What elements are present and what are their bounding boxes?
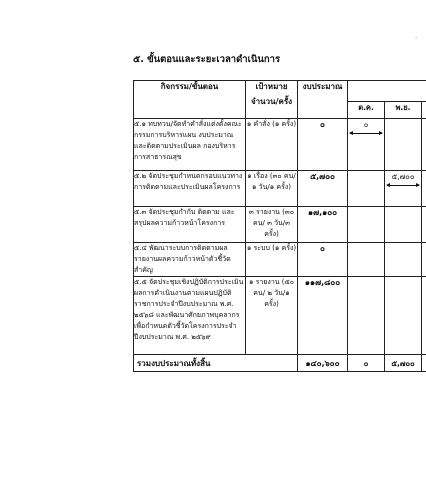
table-header-row — [134, 81, 426, 102]
header-month-next — [422, 102, 426, 119]
section-title: ๕. ขั้นตอนและระยะเวลาดำเนินการ — [133, 54, 281, 65]
row-nov-cell — [385, 277, 422, 355]
header-activity: กิจกรรม/ขั้นตอน — [134, 81, 246, 119]
row-activity: ๕.๓ จัดประชุมกำกับ ติดตาม และสรุปผลความก้าวหน้าโครงการ — [134, 207, 246, 243]
row-target: ๑ ระบบ (๑ ครั้ง) — [246, 243, 298, 277]
row-target: ๓ รายงาน (๓๐ คน/ ๓ วัน/๓ ครั้ง) — [246, 207, 298, 243]
row-activity: ๕.๔ พัฒนาระบบการติดตามผลรายงานผลความก้าวหน้าตัวชี้วัดสำคัญ — [134, 243, 246, 277]
row-target: ๑ รายงาน (๕๐ คน/ ๒ วัน/๑ ครั้ง) — [246, 277, 298, 355]
table-row — [134, 243, 426, 277]
row-budget: ๐ — [298, 243, 348, 277]
row-activity: ๕.๑ ทบทวน/จัดทำคำสั่งแต่งตั้งคณะกรรมการบริหารแผน งบประมาณและติดตามประเมินผล กองบริหารการสาธารณสุข — [134, 119, 246, 171]
row-nov-cell — [385, 171, 422, 207]
total-oct: ๐ — [348, 355, 385, 372]
row-next-cell — [422, 243, 426, 277]
row-activity: ๕.๕ จัดประชุมเชิงปฏิบัติการประเมินผลการดำเนินงานตามแผนปฏิบัติราชการประจำปีงบประมาณ พ.ศ. ๒๕๖๘ และพัฒนาศักยภาพบุคลากรเพื่อกำหนดตัวชี้วัดโครงการประจำปีงบประมาณ พ.ศ. ๒๕๖๙ — [134, 277, 246, 355]
row-budget: ๐ — [298, 119, 348, 171]
timeline-arrow-icon — [387, 185, 419, 186]
header-budget: งบประมาณ — [298, 81, 348, 119]
header-target-line1: เป้าหมาย — [255, 82, 288, 91]
timeline-arrow-icon — [350, 133, 382, 134]
row-budget: ๕,๗๐๐ — [298, 171, 348, 207]
row-oct-cell — [348, 243, 385, 277]
total-row — [134, 355, 426, 372]
table-row — [134, 171, 426, 207]
table-row — [134, 277, 426, 355]
header-target — [246, 81, 298, 119]
header-month-oct: ต.ค. — [348, 102, 385, 119]
row-budget: ๑๑๗,๘๐๐ — [298, 277, 348, 355]
row-target: ๑ เรื่อง (๓๐ คน/ ๑ วัน/๑ ครั้ง) — [246, 171, 298, 207]
total-budget: ๑๔๐,๖๐๐ — [298, 355, 348, 372]
row-oct-value: ๐ — [363, 120, 369, 129]
header-months-group — [348, 81, 426, 102]
row-oct-cell — [348, 171, 385, 207]
total-next — [422, 355, 426, 372]
schedule-table — [133, 80, 426, 372]
total-label: รวมงบประมาณทั้งสิ้น — [134, 355, 298, 372]
row-oct-cell — [348, 207, 385, 243]
page-corner-mark: - — [415, 34, 418, 42]
table-row — [134, 119, 426, 171]
row-oct-cell — [348, 277, 385, 355]
row-next-cell — [422, 119, 426, 171]
row-next-cell — [422, 171, 426, 207]
header-target-line2: จำนวน/ครั้ง — [250, 97, 293, 106]
row-nov-value: ๕,๗๐๐ — [391, 172, 415, 181]
row-budget: ๑๗,๑๐๐ — [298, 207, 348, 243]
row-activity: ๕.๒ จัดประชุมกำหนดกรอบแนวทางการติดตามและประเมินผลโครงการ — [134, 171, 246, 207]
row-nov-cell — [385, 119, 422, 171]
row-next-cell — [422, 277, 426, 355]
row-target: ๑ คำสั่ง (๑ ครั้ง) — [246, 119, 298, 171]
row-nov-cell — [385, 243, 422, 277]
row-nov-cell — [385, 207, 422, 243]
row-oct-cell — [348, 119, 385, 171]
row-next-cell — [422, 207, 426, 243]
total-nov: ๕,๗๐๐ — [385, 355, 422, 372]
header-month-nov: พ.ย. — [385, 102, 422, 119]
table-row — [134, 207, 426, 243]
